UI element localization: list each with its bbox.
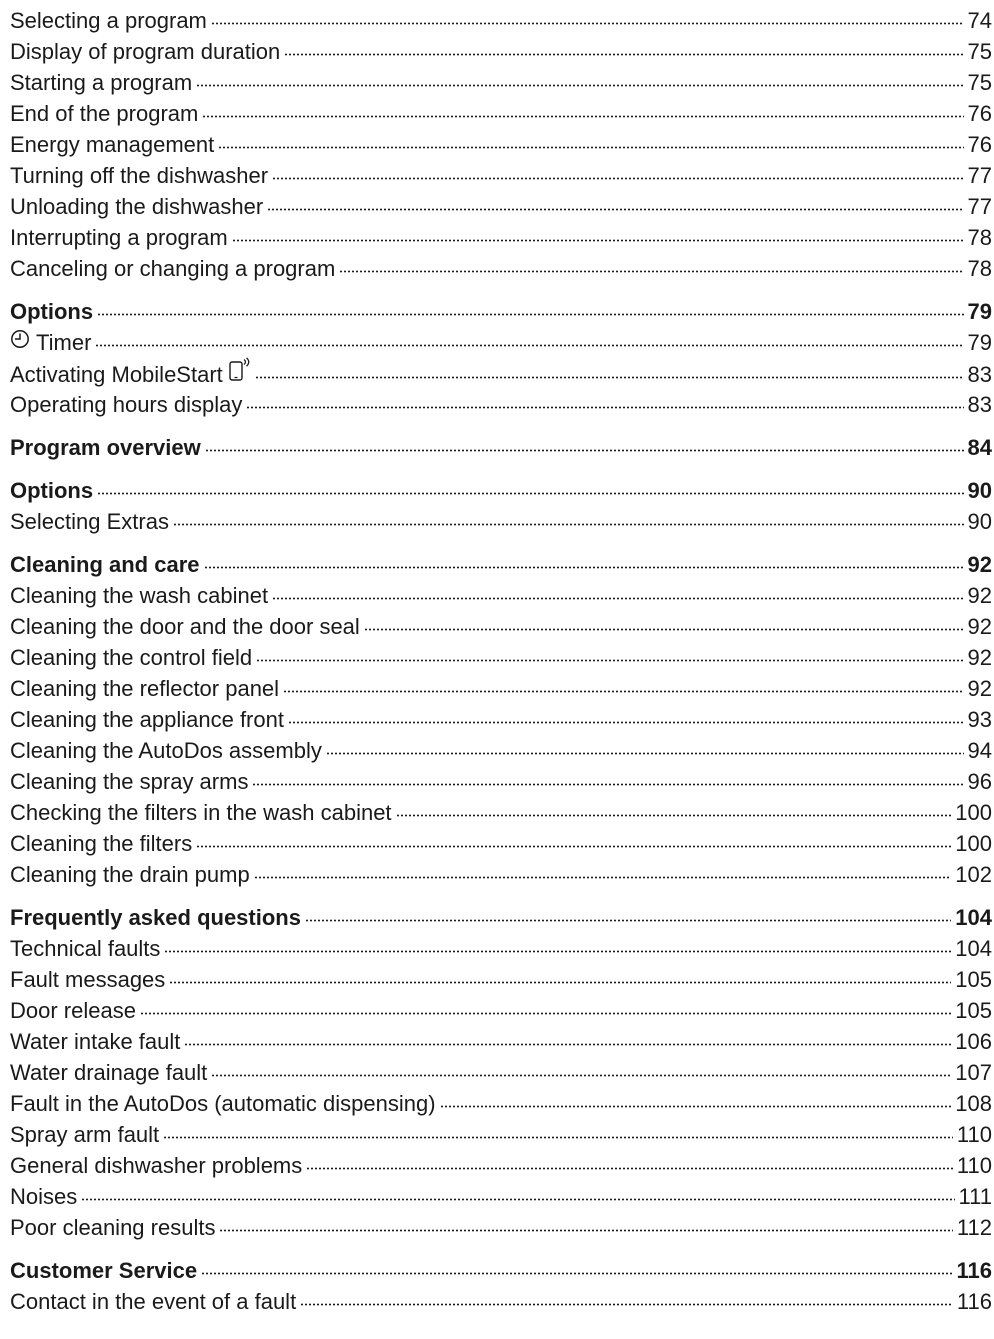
toc-entry-text: Door release [10,998,136,1023]
toc-page-number: 90 [967,478,992,503]
dot-leader [272,597,963,600]
toc-page-number: 83 [967,392,992,417]
toc-heading-entry[interactable] [10,549,992,580]
toc-heading-entry[interactable] [10,475,992,506]
toc-entry[interactable] [10,98,992,129]
toc-entry-label [10,964,165,995]
dot-leader [140,1012,951,1015]
toc-heading-entry[interactable] [10,1255,992,1286]
dot-leader [163,1136,953,1139]
dot-leader [211,1074,951,1077]
toc-page-number: 75 [967,70,992,95]
toc-entry[interactable] [10,222,992,253]
toc-entry-text: Cleaning the drain pump [10,862,250,887]
toc-entry-text: Cleaning the appliance front [10,707,284,732]
toc-entry-text: Poor cleaning results [10,1215,216,1240]
toc-entry[interactable] [10,67,992,98]
toc-entry-text: Customer Service [10,1258,198,1283]
toc-page-number: 116 [956,1289,992,1314]
toc-entry-label [10,1181,77,1212]
toc-heading-entry[interactable] [10,432,992,463]
dot-leader [97,492,963,495]
toc-entry-label [10,67,192,98]
toc-heading-entry[interactable] [10,902,992,933]
toc-page-number: 93 [967,707,992,732]
dot-leader [97,313,963,316]
toc-entry-label [10,735,322,766]
dot-leader [305,919,951,922]
toc-entry-text: Starting a program [10,70,193,95]
dot-leader [204,566,964,569]
toc-entry-label [10,766,248,797]
toc-entry-label [10,1026,180,1057]
toc-page-number: 94 [967,738,992,763]
toc-page-number: 75 [967,39,992,64]
toc-entry[interactable] [10,735,992,766]
dot-leader [205,449,964,452]
toc-page-number: 111 [958,1184,992,1209]
toc-entry[interactable] [10,1181,992,1212]
toc-entry-text: Cleaning and care [10,552,200,577]
toc-entry-label [10,797,392,828]
toc-entry-text: Technical faults [10,936,161,961]
toc-entry-label [10,859,250,890]
dot-leader [284,53,963,56]
toc-entry[interactable] [10,766,992,797]
toc-page-number: 104 [955,905,992,930]
toc-entry-label [10,5,207,36]
toc-entry-label [10,253,335,284]
toc-entry-text: Cleaning the reflector panel [10,676,280,701]
dot-leader [252,783,963,786]
toc-page-number: 112 [956,1215,992,1240]
dot-leader [300,1303,953,1306]
toc-entry[interactable] [10,36,992,67]
toc-page-number: 116 [956,1258,992,1283]
toc-page-number: 76 [967,101,992,126]
toc-entry-label [10,704,284,735]
toc-entry-text: Turning off the dishwasher [10,163,269,188]
toc-page-number: 105 [955,967,992,992]
toc-entry-label [10,160,268,191]
dot-leader [255,376,964,379]
toc-entry-text: Unloading the dishwasher [10,194,264,219]
toc-entry-label [10,36,280,67]
toc-entry[interactable] [10,1286,992,1317]
toc-entry[interactable] [10,389,992,420]
toc-entry-label [10,432,201,463]
dot-leader [256,659,963,662]
toc-entry-label [10,98,198,129]
toc-entry-label [10,389,242,420]
toc-entry[interactable] [10,1212,992,1243]
toc-page-number: 110 [956,1122,992,1147]
toc-page-number: 79 [967,299,992,324]
toc-page-number: 105 [955,998,992,1023]
dot-leader [267,208,963,211]
toc-entry-text: Selecting Extras [10,509,169,534]
toc-page-number: 77 [967,194,992,219]
dot-leader [81,1198,954,1201]
toc-entry-text: Options [10,478,94,503]
dot-leader [283,690,963,693]
toc-entry[interactable] [10,673,992,704]
toc-entry[interactable] [10,253,992,284]
toc-page-number: 77 [967,163,992,188]
dot-leader [288,721,964,724]
dot-leader [232,239,964,242]
toc-entry-label [10,129,214,160]
toc-page-number: 107 [955,1060,992,1085]
toc-entry[interactable] [10,129,992,160]
toc-entry-label [10,1255,197,1286]
toc-entry-label [10,549,200,580]
toc-heading-entry[interactable] [10,296,992,327]
toc-entry[interactable] [10,191,992,222]
dot-leader [440,1105,952,1108]
toc-entry-text: Fault messages [10,967,166,992]
toc-entry[interactable] [10,160,992,191]
toc-entry[interactable] [10,642,992,673]
toc-entry-label [10,642,252,673]
toc-entry[interactable] [10,611,992,642]
toc-entry-text: Frequently asked questions [10,905,301,930]
toc-entry-label [10,191,263,222]
dot-leader [202,115,963,118]
toc-page-number: 100 [955,831,992,856]
toc-page-number: 76 [967,132,992,157]
toc-entry-text: Operating hours display [10,392,243,417]
toc-page-number: 78 [967,256,992,281]
dot-leader [201,1272,952,1275]
toc-entry-label [10,222,228,253]
toc-entry[interactable] [10,933,992,964]
toc-page-number: 92 [967,676,992,701]
dot-leader [196,84,963,87]
dot-leader [196,845,951,848]
toc-entry-label [10,933,160,964]
toc-entry-label [10,358,251,390]
toc-entry-text: Canceling or changing a program [10,256,336,281]
toc-entry-label [10,475,93,506]
dot-leader [306,1167,953,1170]
toc-entry-text: Cleaning the control field [10,645,253,670]
toc-entry-text: Noises [10,1184,78,1209]
toc-entry-text: End of the program [10,101,199,126]
toc-entry-text: Cleaning the door and the door seal [10,614,360,639]
dot-leader [272,177,963,180]
toc-entry-label [10,580,268,611]
toc-entry-text: Cleaning the filters [10,831,193,856]
toc-entry[interactable] [10,1150,992,1181]
toc-entry-text: Cleaning the spray arms [10,769,249,794]
toc-entry[interactable] [10,995,992,1026]
dot-leader [211,22,964,25]
dot-leader [164,950,951,953]
toc-entry[interactable] [10,704,992,735]
dot-leader [326,752,964,755]
toc-entry-label [10,1119,159,1150]
dot-leader [339,270,963,273]
toc-entry-text: Cleaning the AutoDos assembly [10,738,322,763]
toc-entry-label [10,902,301,933]
toc-page-number: 78 [967,225,992,250]
toc-entry[interactable] [10,828,992,859]
dot-leader [218,146,963,149]
toc-entry-label [10,1057,207,1088]
toc-entry-text: Fault in the AutoDos (automatic dispensing) [10,1091,436,1116]
toc-entry-label [10,1286,296,1317]
table-of-contents [10,5,992,1317]
toc-entry-label [10,1150,302,1181]
toc-page-number: 110 [956,1153,992,1178]
toc-entry-text: Selecting a program [10,8,207,33]
toc-entry[interactable] [10,327,992,358]
toc-entry[interactable] [10,506,992,537]
toc-entry-text: General dishwasher problems [10,1153,303,1178]
toc-page-number: 90 [967,509,992,534]
timer-clock-icon [10,329,30,349]
toc-page-number: 84 [967,435,992,460]
dot-leader [246,406,963,409]
toc-page-number: 106 [955,1029,992,1054]
toc-entry-label [10,1088,436,1119]
toc-entry-label [10,327,91,358]
toc-entry-label [10,296,93,327]
toc-entry[interactable] [10,964,992,995]
toc-page-number: 92 [967,614,992,639]
toc-entry-text: Energy management [10,132,215,157]
toc-page-number: 92 [967,645,992,670]
toc-entry[interactable] [10,358,992,389]
toc-entry[interactable] [10,1026,992,1057]
toc-entry[interactable] [10,5,992,36]
toc-entry-text: Timer [36,330,92,355]
toc-page-number: 102 [955,862,992,887]
toc-page-number: 79 [967,330,992,355]
toc-entry-text: Options [10,299,94,324]
dot-leader [219,1229,952,1232]
toc-entry[interactable] [10,797,992,828]
toc-entry-text: Interrupting a program [10,225,228,250]
dot-leader [364,628,964,631]
dot-leader [184,1043,951,1046]
toc-entry[interactable] [10,580,992,611]
dot-leader [396,814,952,817]
toc-entry-text: Contact in the event of a fault [10,1289,297,1314]
toc-page-number: 92 [967,583,992,608]
toc-page-number: 96 [967,769,992,794]
toc-entry-label [10,828,192,859]
toc-entry[interactable] [10,1119,992,1150]
toc-entry-label [10,611,360,642]
toc-entry-text: Program overview [10,435,201,460]
toc-page-number: 92 [967,552,992,577]
toc-entry-label [10,1212,215,1243]
dot-leader [254,876,952,879]
toc-entry-text: Display of program duration [10,39,281,64]
toc-entry[interactable] [10,859,992,890]
toc-entry-text: Spray arm fault [10,1122,160,1147]
dot-leader [95,344,963,347]
toc-page-number: 83 [967,362,992,387]
toc-page-number: 74 [967,8,992,33]
toc-entry-text: Water drainage fault [10,1060,208,1085]
toc-entry-text: Checking the filters in the wash cabinet [10,800,392,825]
toc-entry-label [10,995,136,1026]
toc-entry-text: Cleaning the wash cabinet [10,583,269,608]
toc-page-number: 108 [955,1091,992,1116]
toc-entry[interactable] [10,1057,992,1088]
toc-entry-text: Water intake fault [10,1029,181,1054]
dot-leader [173,523,964,526]
toc-entry-label [10,673,279,704]
toc-entry-text: Activating MobileStart [10,362,223,387]
toc-entry-label [10,506,169,537]
mobilestart-phone-icon [229,357,251,381]
toc-page-number: 100 [955,800,992,825]
dot-leader [169,981,951,984]
toc-page-number: 104 [955,936,992,961]
toc-entry[interactable] [10,1088,992,1119]
